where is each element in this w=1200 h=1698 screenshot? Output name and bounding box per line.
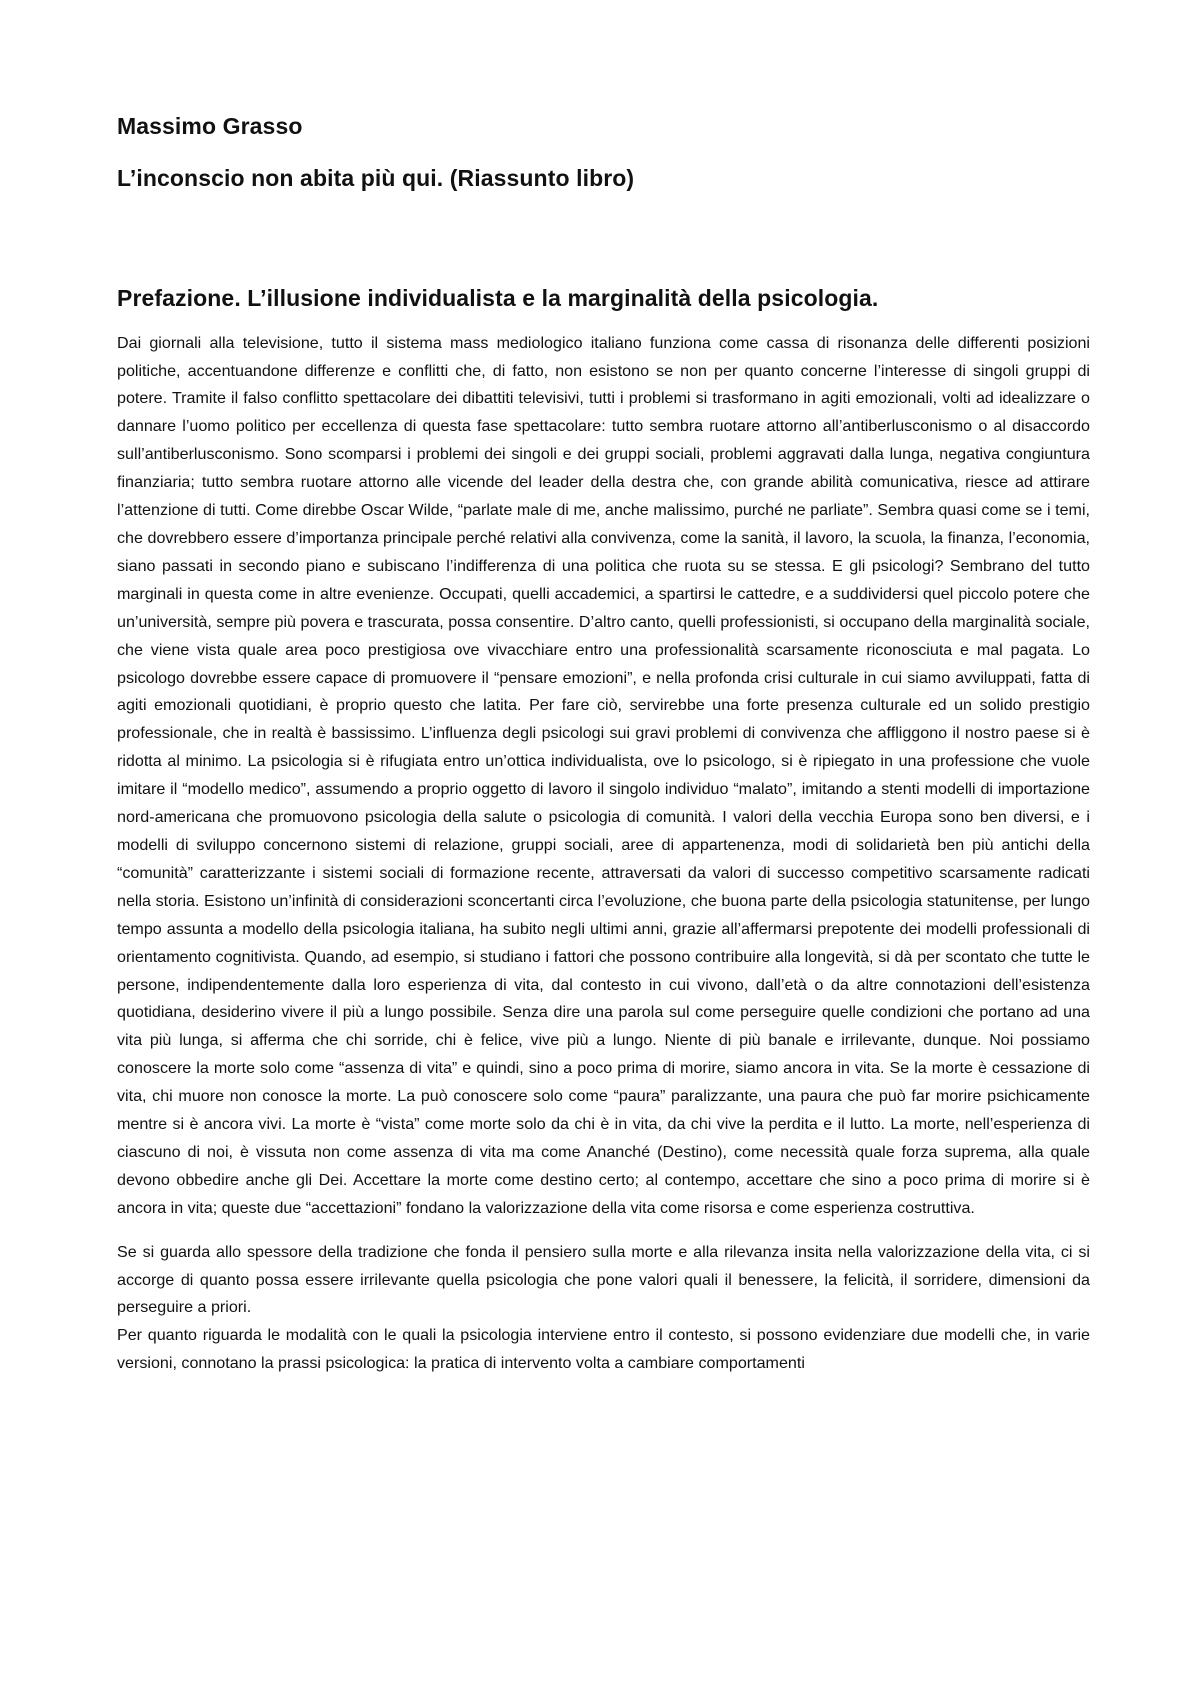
document-title: L’inconscio non abita più qui. (Riassunto libro) <box>117 164 635 191</box>
body-paragraph: Per quanto riguarda le modalità con le quali la psicologia interviene entro il contesto, si possono evidenziare due modelli che, in varie versioni, connotano la prassi psicologica: la pratica di intervento volta a cambiare comportamenti <box>117 1326 1090 1373</box>
section-heading: Prefazione. L’illusione individualista e la marginalità della psicologia. <box>117 284 879 311</box>
body-paragraph: Dai giornali alla televisione, tutto il sistema mass mediologico italiano funziona come cassa di risonanza delle differenti posizioni politiche, accentuandone differenze e conflitti che, di fatto, non esistono se non per quanto concerne l’interesse di singoli gruppi di potere. Tramite il falso conflitto spettacolare dei dibattiti televisivi, tutti i problemi si trasformano in agiti emozionali, volti ad idealizzare o dannare l’uomo politico per eccellenza di questa fase spettacolare: tutto sembra ruotare attorno all’antiberlusconismo o al disaccordo sull’antiberlusconismo. Sono scomparsi i problemi dei singoli e dei gruppi sociali, problemi aggravati dalla lunga, negativa congiuntura finanziaria; tutto sembra ruotare attorno alle vicende del leader della destra che, con grande abilità comunicativa, riesce ad attirare l’attenzione di tutti. Come direbbe Oscar Wilde, “parlate male di me, anche malissimo, purché ne parliate”. Sembra quasi come se i temi, che dovrebbero essere d’importanza principale perché relativi alla convivenza, come la sanità, il lavoro, la scuola, la finanza, l’economia, siano passati in secondo piano e subiscano l’indifferenza di una politica che ruota su se stessa. E gli psicologi? Sembrano del tutto marginali in questa come in altre evenienze. Occupati, quelli accademici, a spartirsi le cattedre, e a suddividersi quel piccolo potere che un’università, sempre più povera e trascurata, possa consentire. D’altro canto, quelli professionisti, si occupano della marginalità sociale, che viene vista quale area poco prestigiosa ove vivacchiare entro una professionalità scarsamente riconosciuta e mal pagata. Lo psicologo dovrebbe essere capace di promuovere il “pensare emozioni”, e nella profonda crisi culturale in cui siamo avviluppati, fatta di agiti emozionali quotidiani, è proprio questo che latita. Per fare ciò, servirebbe una forte presenza culturale ed un solido prestigio professionale, che in realtà è bassissimo. L’influenza degli psicologi sui gravi problemi di convivenza che affliggono il nostro paese si è ridotta al minimo. La psicologia si è rifugiata entro un’ottica individualista, ove lo psicologo, si è ripiegato in una professione che vuole imitare il “modello medico”, assumendo a proprio oggetto di lavoro il singolo individuo “malato”, imitando a stenti modelli di importazione nord-americana che promuovono psicologia della salute o psicologia di comunità. I valori della vecchia Europa sono ben diversi, e i modelli di sviluppo concernono sistemi di relazione, gruppi sociali, aree di appartenenza, modi di solidarietà ben più antichi della “comunità” caratterizzante i sistemi sociali di formazione recente, attraversati da valori di successo competitivo scarsamente radicati nella storia. Esistono un’infinità di considerazioni sconcertanti circa l’evoluzione, che buona parte della psicologia statunitense, per lungo tempo assunta a modello della psicologia italiana, ha subito negli ultimi anni, grazie all’affermarsi prepotente dei modelli professionali di orientamento cognitivista. Quando, ad esempio, si studiano i fattori che possono contribuire alla longevità, si dà per scontato che tutte le persone, indipendentemente dalla loro esperienza di vita, dal contesto in cui vivono, dall’età o da altre connotazioni dell’esistenza quotidiana, desiderino vivere il più a lungo possibile. Senza dire una parola sul come perseguire quelle condizioni che portano ad una vita più lunga, si afferma che chi sorride, chi è felice, vive più a lungo. Niente di più banale e irrilevante, dunque. Noi possiamo conoscere la morte solo come “assenza di vita” e quindi, sino a poco prima di morire, siamo ancora in vita. Se la morte è cessazione di vita, chi muore non conosce la morte. La può conoscere solo come “paura” paralizzante, una paura che può far morire psichicamente mentre si è ancora vivi. La morte è “vista” come morte solo da chi è in vita, da chi vive la perdita e il lutto. La morte, nell’esperienza di ciascuno di noi, è vissuta non come assenza di vita ma come Ananché (Destino), come necessità quale forza suprema, alla quale devono obbedire anche gli Dei. Accettare la morte come destino certo; al contempo, accettare che sino a poco prima di morire si è ancora in vita; queste due “accettazioni” fondano la valorizzazione della vita come risorsa e come esperienza costruttiva. <box>117 333 1090 1217</box>
author-name: Massimo Grasso <box>117 113 303 139</box>
body-paragraph: Se si guarda allo spessore della tradizione che fonda il pensiero sulla morte e alla rilevanza insita nella valorizzazione della vita, ci si accorge di quanto possa essere irrilevante quella psicologia che pone valori quali il benessere, la felicità, il sorridere, dimensioni da perseguire a priori. <box>117 1242 1090 1317</box>
document-content <box>117 112 1090 1378</box>
